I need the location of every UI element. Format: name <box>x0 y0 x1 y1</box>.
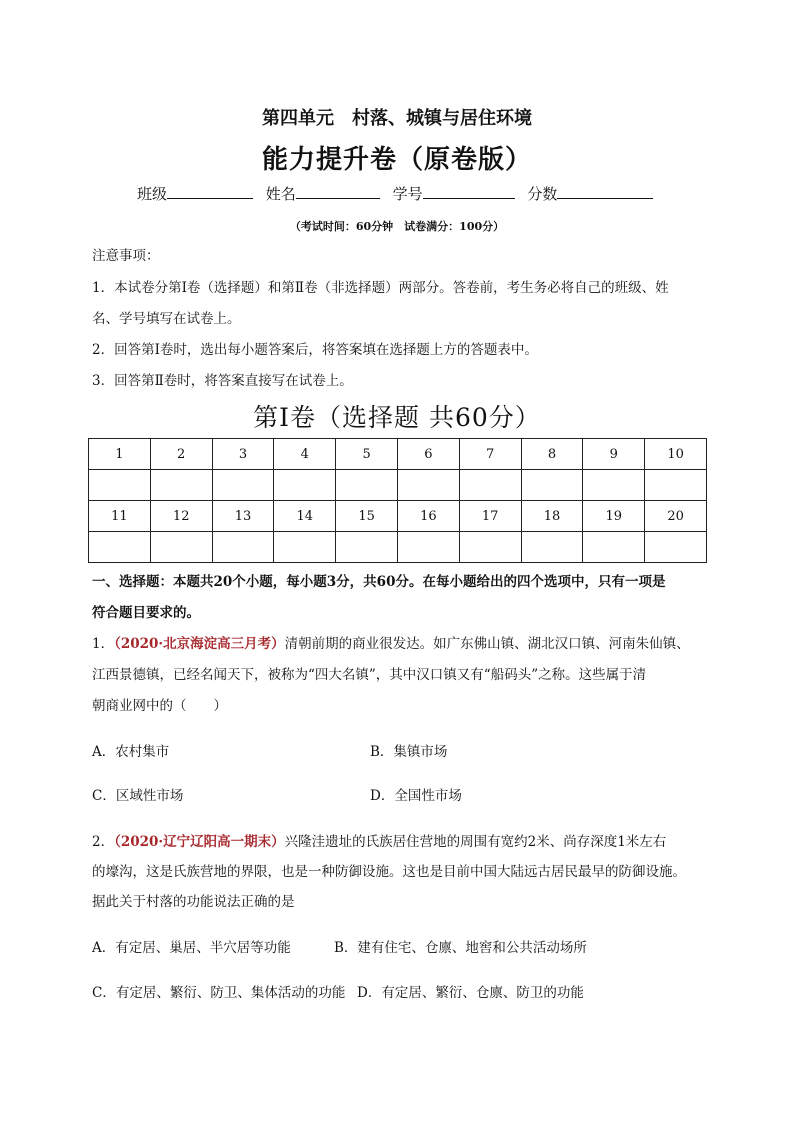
answer-cell[interactable] <box>336 470 398 501</box>
answer-cell[interactable] <box>274 532 336 563</box>
question-number-cell: 15 <box>336 501 398 532</box>
class-blank[interactable] <box>167 183 253 199</box>
question-number-cell: 11 <box>89 501 151 532</box>
student-id-field[interactable] <box>393 183 523 204</box>
answer-table <box>88 438 707 563</box>
answer-blank-row <box>89 532 707 563</box>
question-number-cell: 2 <box>150 439 212 470</box>
option-a[interactable]: A．有定居、巢居、半穴居等功能 <box>92 940 291 956</box>
page-title: 能力提升卷（原卷版） <box>261 145 532 175</box>
question-number-cell: 1 <box>89 439 151 470</box>
student-id-label: 学号 <box>392 185 423 203</box>
answer-number-row <box>89 501 707 532</box>
question-number-cell: 12 <box>150 501 212 532</box>
answer-cell[interactable] <box>212 532 274 563</box>
option-d[interactable]: D．全国性市场 <box>370 788 462 804</box>
option-b[interactable]: B．建有住宅、仓廪、地窖和公共活动场所 <box>334 940 587 956</box>
answer-cell[interactable] <box>521 470 583 501</box>
question-number-cell: 17 <box>459 501 521 532</box>
question-source: （2020·辽宁辽阳高一期末） <box>114 834 285 850</box>
answer-cell[interactable] <box>645 470 707 501</box>
answer-cell[interactable] <box>521 532 583 563</box>
question-number-cell: 18 <box>521 501 583 532</box>
question-number-cell: 7 <box>459 439 521 470</box>
question-number-cell: 16 <box>397 501 459 532</box>
answer-cell[interactable] <box>583 470 645 501</box>
note-line: 2．回答第Ⅰ卷时，选出每小题答案后，将答案填在选择题上方的答题表中。 <box>92 342 538 358</box>
question-number-cell: 3 <box>212 439 274 470</box>
answer-cell[interactable] <box>583 532 645 563</box>
name-blank[interactable] <box>296 183 380 199</box>
question-number-cell: 20 <box>645 501 707 532</box>
question-text: 的壕沟，这是氏族营地的界限，也是一种防御设施。这也是目前中国大陆远古居民最早的防御设施。 <box>92 864 686 880</box>
class-label: 班级 <box>137 185 168 203</box>
answer-cell[interactable] <box>150 532 212 563</box>
option-d[interactable]: D．有定居、繁衍、仓廪、防卫的功能 <box>357 985 584 1001</box>
question-2-line <box>92 832 666 852</box>
score-blank[interactable] <box>557 183 653 199</box>
question-number-cell: 5 <box>336 439 398 470</box>
question-text: 兴隆洼遗址的氏族居住营地的周围有宽约2米、尚存深度1米左右 <box>284 834 667 850</box>
note-line: 1．本试卷分第Ⅰ卷（选择题）和第Ⅱ卷（非选择题）两部分。答卷前，考生务必将自己的班级、姓 <box>92 280 669 296</box>
question-number-cell: 8 <box>521 439 583 470</box>
unit-title: 第四单元 村落、城镇与居住环境 <box>262 108 532 129</box>
score-field[interactable] <box>527 183 661 204</box>
question-text: 朝商业网中的（ ） <box>92 698 227 714</box>
answer-cell[interactable] <box>274 470 336 501</box>
exam-info: （考试时间：60分钟 试卷满分：100分） <box>289 220 505 233</box>
answer-cell[interactable] <box>459 470 521 501</box>
student-id-blank[interactable] <box>423 183 515 199</box>
question-number-cell: 6 <box>397 439 459 470</box>
note-line: 名、学号填写在试卷上。 <box>92 311 241 327</box>
name-field[interactable] <box>266 183 388 204</box>
section-instruction: 符合题目要求的。 <box>92 605 200 621</box>
answer-number-row <box>89 439 707 470</box>
question-text: 江西景德镇，已经名闻天下，被称为“四大名镇”，其中汉口镇又有“船码头”之称。这些属于清 <box>92 667 647 683</box>
question-number-cell: 4 <box>274 439 336 470</box>
answer-cell[interactable] <box>397 532 459 563</box>
answer-cell[interactable] <box>645 532 707 563</box>
answer-blank-row <box>89 470 707 501</box>
option-c[interactable]: C．区域性市场 <box>92 788 184 804</box>
question-text: 据此关于村落的功能说法正确的是 <box>92 894 295 910</box>
question-number-cell: 14 <box>274 501 336 532</box>
answer-cell[interactable] <box>150 470 212 501</box>
question-number-cell: 9 <box>583 439 645 470</box>
question-number: 1． <box>92 636 115 652</box>
score-label: 分数 <box>527 185 558 203</box>
class-field[interactable] <box>137 183 261 204</box>
option-b[interactable]: B．集镇市场 <box>370 744 448 760</box>
question-number: 2． <box>92 834 115 850</box>
answer-cell[interactable] <box>89 532 151 563</box>
question-text: 清朝前期的商业很发达。如广东佛山镇、湖北汉口镇、河南朱仙镇、 <box>284 636 690 652</box>
question-number-cell: 19 <box>583 501 645 532</box>
question-number-cell: 10 <box>645 439 707 470</box>
question-number-cell: 13 <box>212 501 274 532</box>
answer-cell[interactable] <box>336 532 398 563</box>
answer-cell[interactable] <box>212 470 274 501</box>
note-line: 3．回答第Ⅱ卷时，将答案直接写在试卷上。 <box>92 373 353 389</box>
student-info-fields <box>137 183 661 204</box>
notes-heading: 注意事项： <box>92 248 160 264</box>
answer-cell[interactable] <box>459 532 521 563</box>
answer-cell[interactable] <box>397 470 459 501</box>
question-source: （2020·北京海淀高三月考） <box>114 636 285 652</box>
name-label: 姓名 <box>265 185 296 203</box>
section-instruction: 一、选择题：本题共20个小题，每小题3分，共60分。在每小题给出的四个选项中，只有一项是 <box>92 574 666 590</box>
question-1-line <box>92 634 690 654</box>
answer-cell[interactable] <box>89 470 151 501</box>
option-c[interactable]: C．有定居、繁衍、防卫、集体活动的功能 <box>92 985 346 1001</box>
section-title: 第Ⅰ卷（选择题 共60分） <box>253 403 541 432</box>
option-a[interactable]: A．农村集市 <box>92 744 170 760</box>
